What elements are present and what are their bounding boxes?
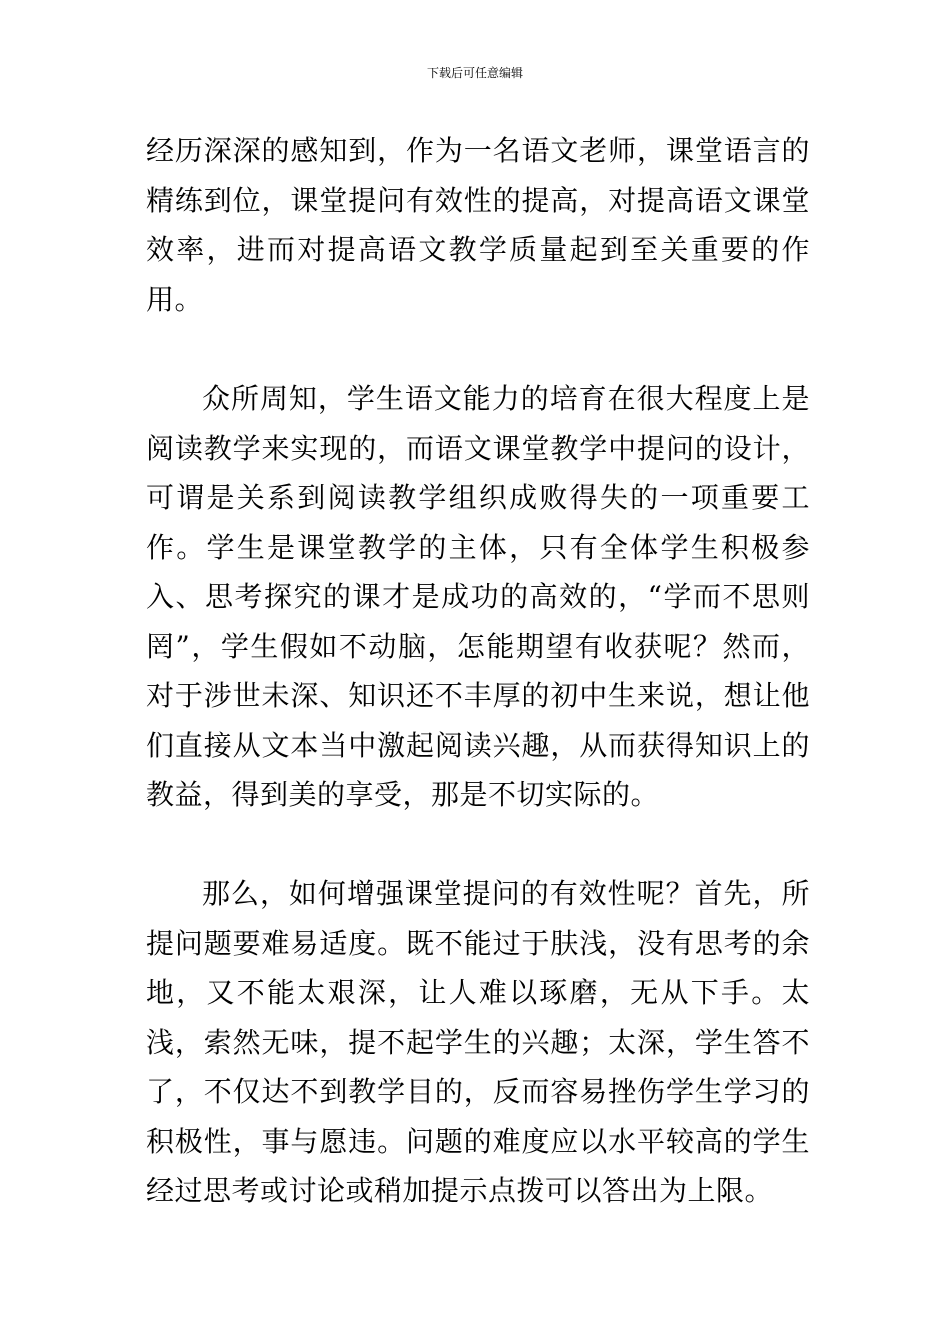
page-header: 下载后可任意编辑 [426,66,523,80]
paragraph-1: 经历深深的感知到，作为一名语文老师，课堂语言的精练到位，课堂提问有效性的提高，对提高语文课堂效率，进而对提高语文教学质量起到至关重要的作用。 [146,134,810,316]
paragraph-3: 那么，如何增强课堂提问的有效性呢？首先，所提问题要难易适度。既不能过于肤浅，没有思考的余地，又不能太艰深，让人难以琢磨，无从下手。太浅，索然无味，提不起学生的兴趣；太深，学生答不了，不仅达不到教学目的，反而容易挫伤学生学习的积极性，事与愿违。问题的难度应以水平较高的学生经过思考或讨论或稍加提示点拨可以答出为上限。 [146,877,810,1207]
paragraph-2: 众所周知，学生语文能力的培育在很大程度上是阅读教学来实现的，而语文课堂教学中提问的设计，可谓是关系到阅读教学组织成败得失的一项重要工作。学生是课堂教学的主体，只有全体学生积极参入、思考探究的课才是成功的高效的，“学而不思则罔”，学生假如不动脑，怎能期望有收获呢？然而，对于涉世未深、知识还不丰厚的初中生来说，想让他们直接从文本当中激起阅读兴趣，从而获得知识上的教益，得到美的享受，那是不切实际的。 [146,382,810,811]
